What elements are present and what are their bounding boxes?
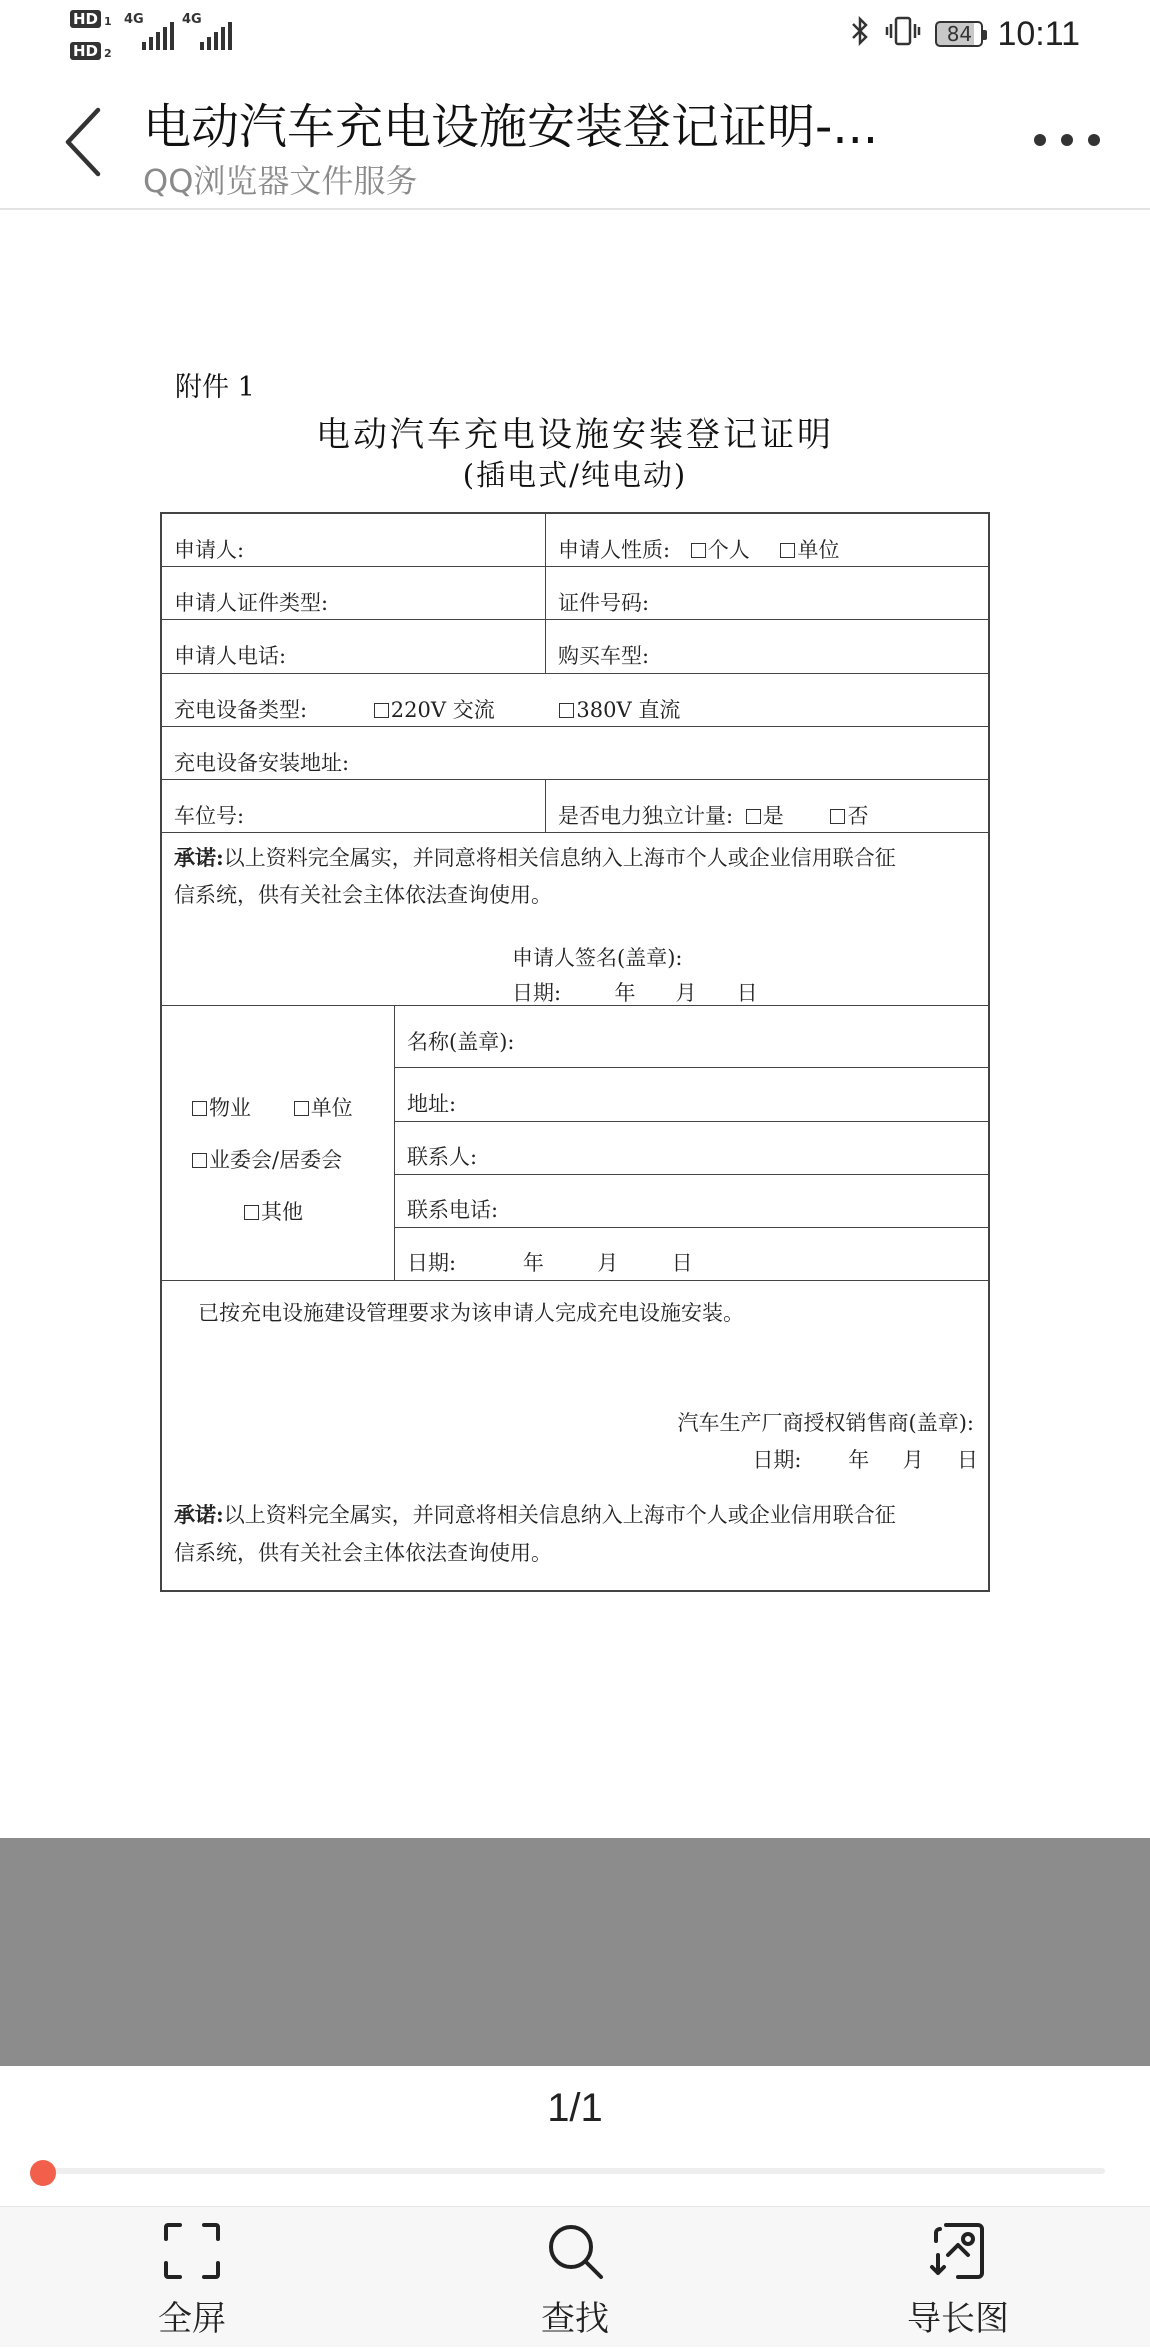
document-subtitle: (插电式/纯电动) (462, 458, 688, 492)
device-type-row (174, 694, 680, 724)
promise-line-2: 信系统，供有关社会主体依法查询使用。 (174, 883, 552, 907)
annex-label: 附件 1 (175, 372, 255, 403)
document-page (0, 210, 1150, 1838)
find-label: 查找 (541, 2299, 609, 2339)
contact-phone-label: 联系电话: (407, 1198, 499, 1222)
checkbox[interactable] (294, 1101, 309, 1116)
vibrate-icon (885, 15, 921, 54)
car-model-label: 购买车型: (558, 644, 650, 668)
network-type-2: 4G (182, 12, 202, 27)
ac-option: 220V 交流 (390, 698, 495, 722)
search-icon (545, 2221, 605, 2281)
export-label: 导长图 (907, 2299, 1009, 2339)
dc-option: 380V 直流 (576, 698, 681, 722)
header (0, 70, 1150, 210)
checkbox[interactable] (192, 1153, 207, 1168)
hd-badge-1: HD (70, 10, 101, 28)
unit-option: 单位 (797, 538, 840, 562)
bluetooth-icon (849, 15, 871, 54)
page-indicator (0, 2066, 1150, 2206)
contact-label: 联系人: (407, 1145, 478, 1169)
dealer-sign: 汽车生产厂商授权销售商(盖章): (677, 1411, 974, 1435)
property-row (192, 1092, 353, 1122)
yes-option: 是 (762, 804, 784, 828)
other-option: 其他 (261, 1200, 303, 1224)
checkbox[interactable] (746, 809, 761, 824)
applicant-date: 日期: 年 月 日 (512, 981, 758, 1005)
fullscreen-button[interactable] (92, 2207, 292, 2348)
applicant-nature (558, 534, 839, 564)
battery-icon: 84 (935, 21, 983, 47)
status-bar (0, 0, 1150, 70)
property-option: 物业 (209, 1096, 251, 1120)
checkbox[interactable] (691, 543, 706, 558)
checkbox[interactable] (830, 809, 845, 824)
network-type-1: 4G (124, 12, 144, 27)
document-background (0, 1838, 1150, 2066)
dealer-date: 日期: 年 月 日 (752, 1448, 978, 1472)
promise-label: 承诺: (174, 845, 224, 870)
committee-option: 业委会/居委会 (209, 1148, 343, 1172)
back-icon[interactable] (60, 102, 116, 182)
registration-form (160, 512, 990, 1592)
promise2-line-1: 承诺:以上资料完全属实，并同意将相关信息纳入上海市个人或企业信用联合征 (174, 1502, 896, 1527)
fullscreen-label: 全屏 (158, 2299, 226, 2339)
document-title: 电动汽车充电设施安装登记证明 (316, 415, 834, 455)
promise2-label: 承诺: (174, 1502, 224, 1527)
metering-label: 是否电力独立计量: (558, 804, 734, 828)
applicant-sign: 申请人签名(盖章): (512, 946, 683, 970)
promise-line-1: 承诺:以上资料完全属实，并同意将相关信息纳入上海市个人或企业信用联合征 (174, 845, 896, 870)
phone-label: 申请人电话: (174, 644, 287, 668)
checkbox[interactable] (559, 703, 574, 718)
hd-badge-2: HD (70, 42, 101, 60)
hd-badge-1-sub: 1 (104, 15, 112, 28)
id-type-label: 申请人证件类型: (174, 591, 329, 615)
parking-no-label: 车位号: (174, 804, 245, 828)
checkbox[interactable] (780, 543, 795, 558)
more-icon[interactable] (1034, 130, 1100, 150)
bottom-toolbar (0, 2206, 1150, 2347)
org-date: 日期: 年 月 日 (407, 1251, 693, 1275)
promise2-line-2: 信系统，供有关社会主体依法查询使用。 (174, 1541, 552, 1565)
no-option: 否 (847, 804, 869, 828)
page-number: 1/1 (547, 2086, 603, 2130)
page-subtitle: QQ浏览器文件服务 (143, 162, 418, 200)
dealer-statement: 已按充电设施建设管理要求为该申请人完成充电设施安装。 (198, 1301, 744, 1325)
page-title: 电动汽车充电设施安装登记证明-... (143, 99, 879, 155)
applicant-label: 申请人: (174, 538, 245, 562)
unit-option: 单位 (310, 1096, 353, 1120)
status-right (849, 12, 1080, 56)
fullscreen-icon (162, 2221, 222, 2281)
id-number-label: 证件号码: (558, 591, 650, 615)
applicant-nature-label: 申请人性质: (558, 538, 671, 562)
checkbox[interactable] (192, 1101, 207, 1116)
export-long-image-button[interactable] (858, 2207, 1058, 2348)
other-row (244, 1196, 303, 1226)
org-address-label: 地址: (407, 1092, 457, 1116)
clock: 10:11 (997, 14, 1080, 53)
org-name-label: 名称(盖章): (407, 1030, 515, 1054)
checkbox[interactable] (374, 703, 389, 718)
long-image-icon (928, 2221, 988, 2281)
install-address-label: 充电设备安装地址: (174, 751, 350, 775)
committee-row (192, 1144, 342, 1174)
device-type-label: 充电设备类型: (174, 698, 308, 722)
personal-option: 个人 (707, 538, 750, 562)
hd-badge-2-sub: 2 (104, 47, 112, 60)
metering-row (558, 800, 868, 830)
find-button[interactable] (475, 2207, 675, 2348)
page-slider-track[interactable] (40, 2168, 1105, 2174)
page-slider-thumb[interactable] (30, 2160, 56, 2186)
checkbox[interactable] (244, 1205, 259, 1220)
